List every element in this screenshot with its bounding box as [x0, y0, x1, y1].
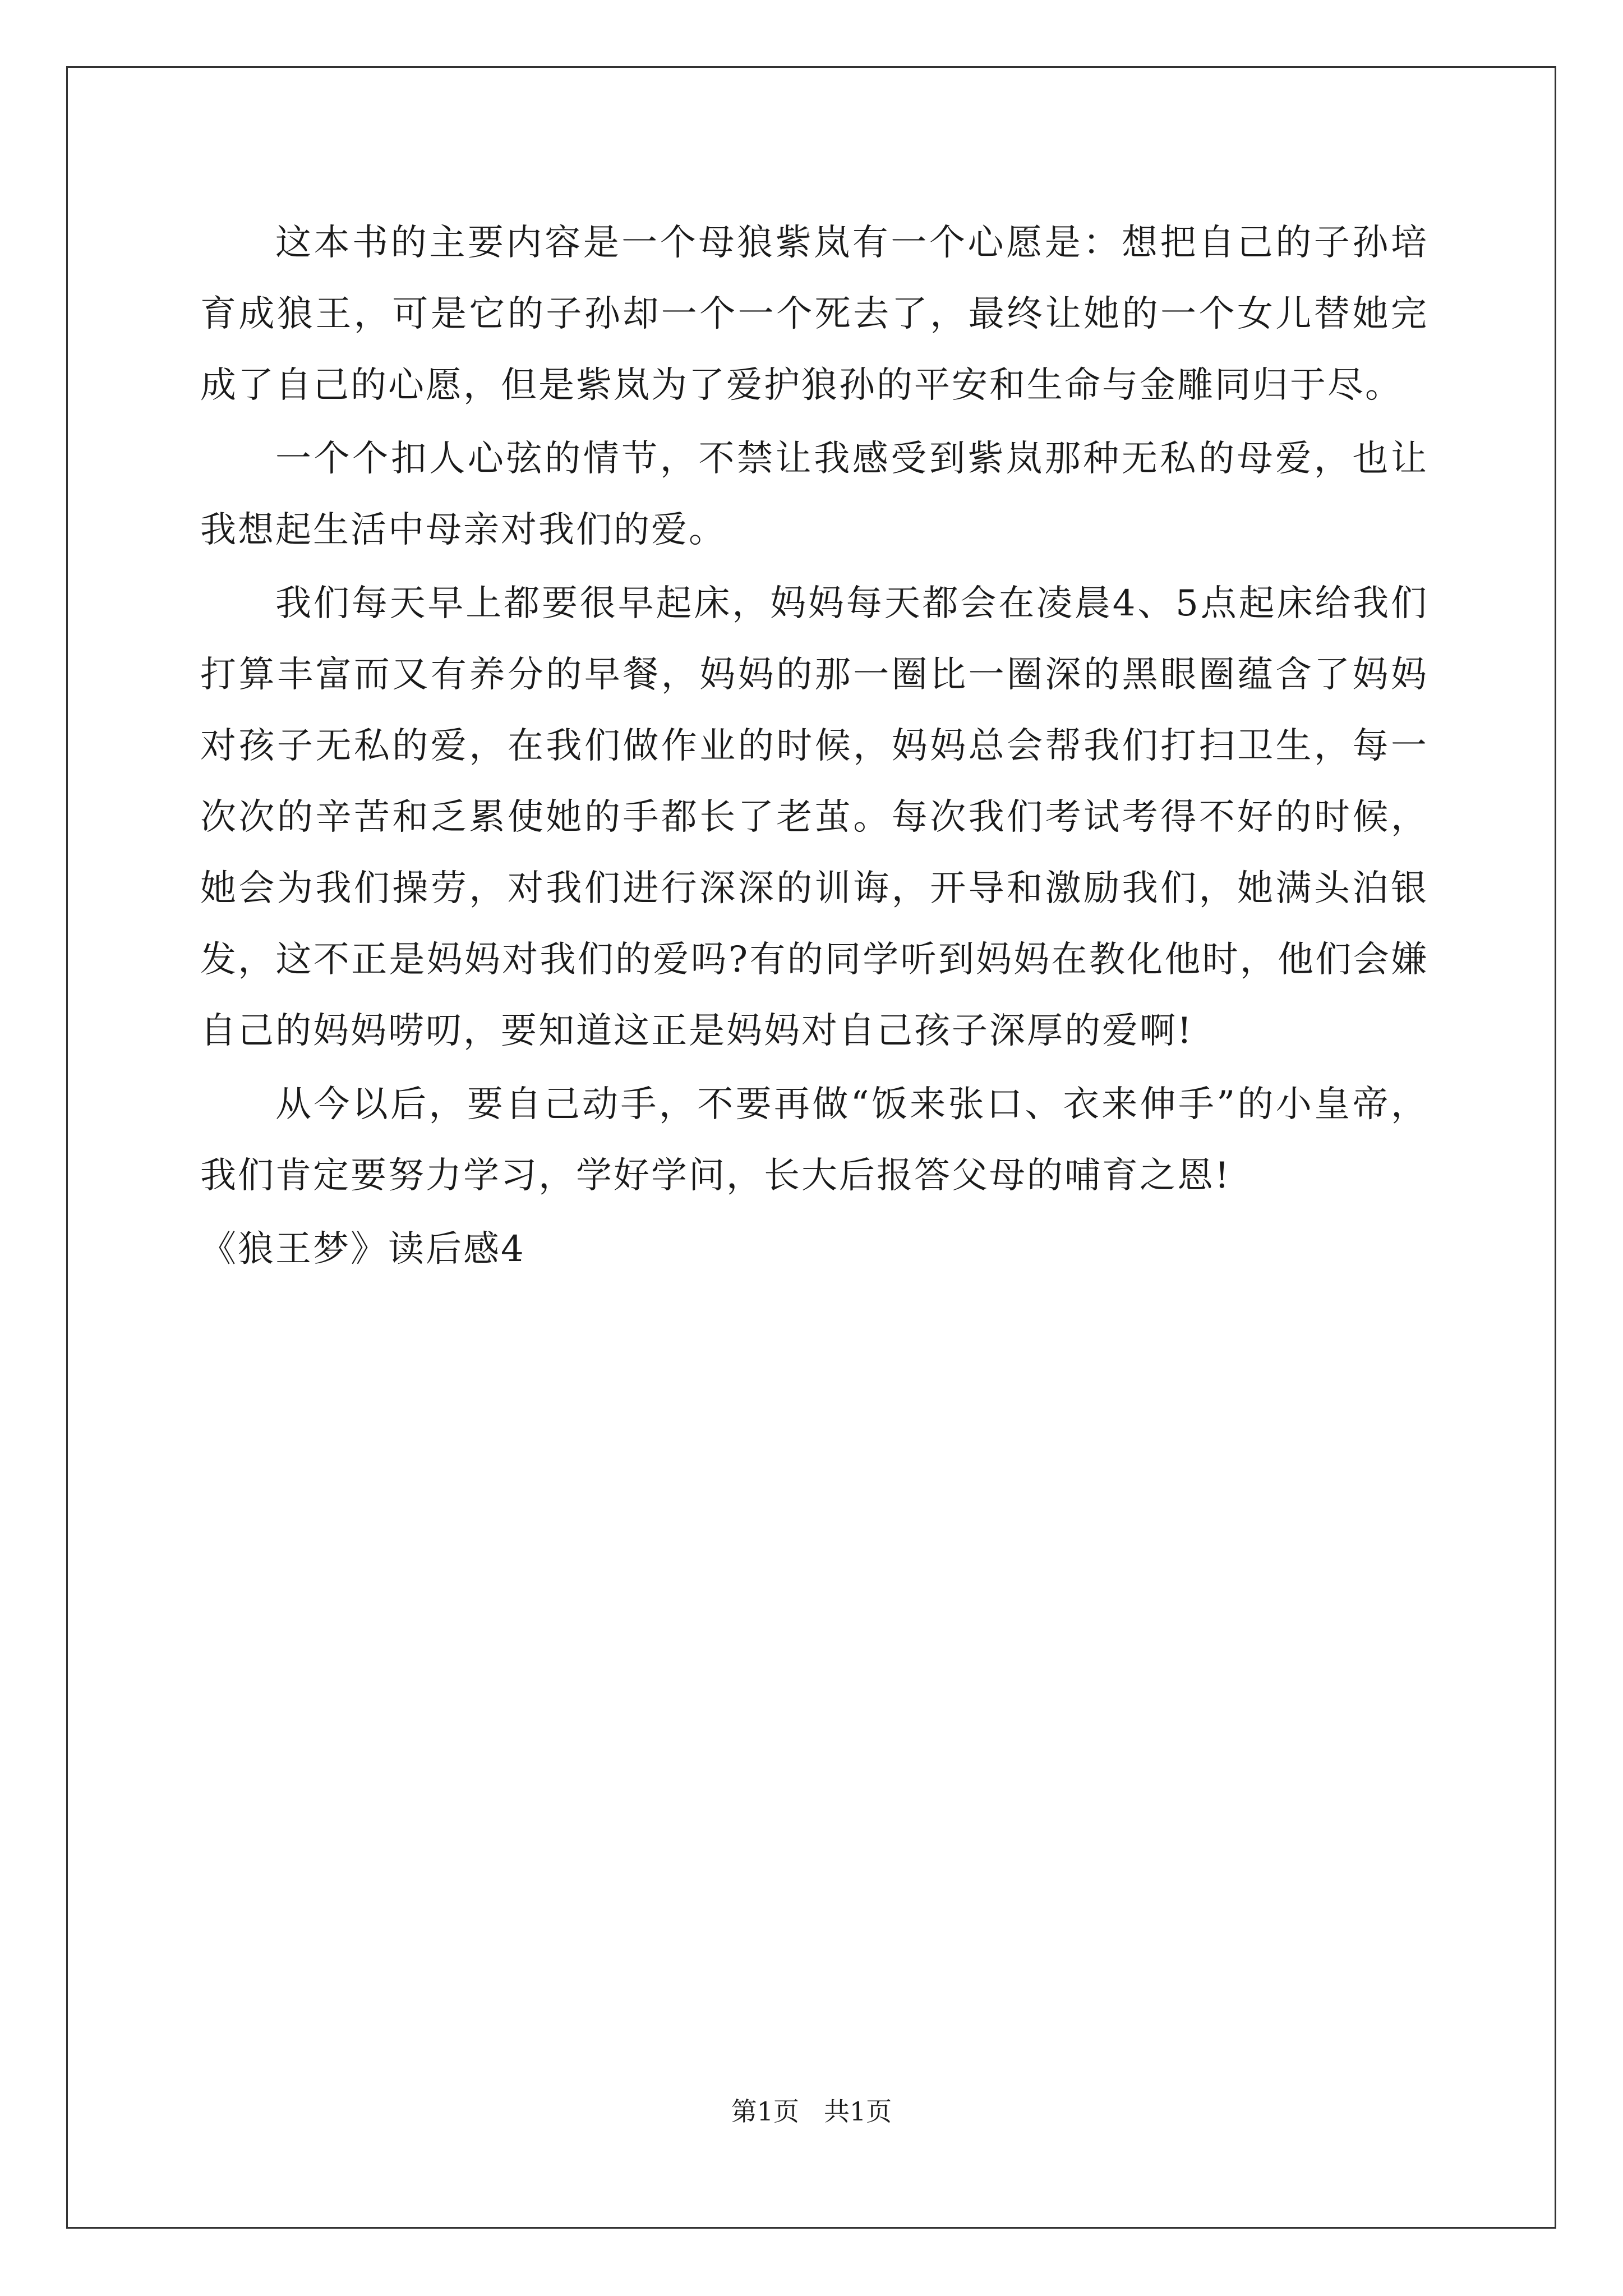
- page-total: 共1页: [823, 2096, 892, 2127]
- document-body: [200, 208, 1428, 1285]
- paragraph-4: 从今以后，要自己动手，不要再做“饭来张口、衣来伸手”的小皇帝，我们肯定要努力学习，学好学问，长大后报答父母的哺育之恩!: [200, 1084, 1428, 1197]
- section-heading: 《狼王梦》读后感4: [200, 1228, 525, 1270]
- paragraph-2: 一个个扣人心弦的情节，不禁让我感受到紫岚那种无私的母爱，也让我想起生活中母亲对我们的爱。: [200, 438, 1428, 551]
- paragraph-3: 我们每天早上都要很早起床，妈妈每天都会在凌晨4、5点起床给我们打算丰富而又有养分的早餐，妈妈的那一圈比一圈深的黑眼圈蕴含了妈妈对孩子无私的爱，在我们做作业的时候，妈妈总会帮我们打扫卫生，每一次次的辛苦和乏累使她的手都长了老茧。每次我们考试考得不好的时候，她会为我们操劳，对我们进行深深的训诲，开导和激励我们，她满头泊银发，这不正是妈妈对我们的爱吗?有的同学听到妈妈在教化他时，他们会嫌自己的妈妈唠叨，要知道这正是妈妈对自己孩子深厚的爱啊!: [200, 583, 1428, 1052]
- paragraph-1: 这本书的主要内容是一个母狼紫岚有一个心愿是：想把自己的子孙培育成狼王，可是它的子孙却一个一个死去了，最终让她的一个女儿替她完成了自己的心愿，但是紫岚为了爱护狼孙的平安和生命与金雕同归于尽。: [200, 222, 1428, 406]
- page-number: 第1页: [731, 2096, 800, 2127]
- page-footer: [0, 2091, 1623, 2128]
